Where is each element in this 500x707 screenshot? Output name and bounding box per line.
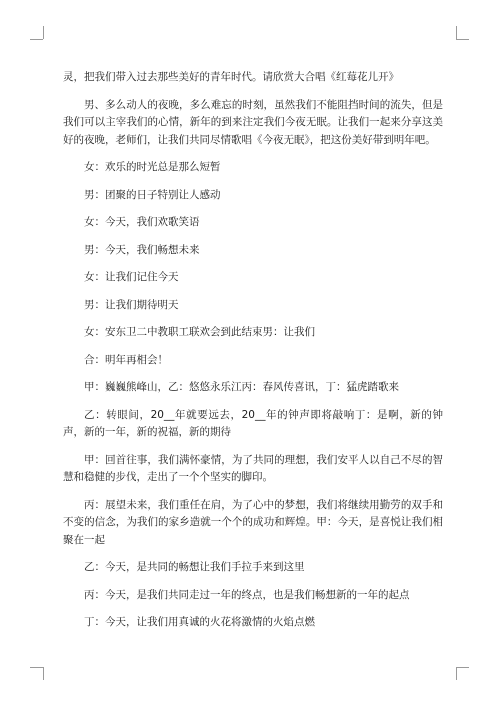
document-body <box>63 69 443 642</box>
paragraph: 丙：今天，是我们共同走过一年的终点，也是我们畅想新的一年的起点 <box>84 588 410 601</box>
paragraph: 丁：今天，让我们用真诚的火花将激情的火焰点燃 <box>84 616 315 628</box>
paragraph: 乙：今天，是共同的畅想让我们手拉手来到这里 <box>84 561 305 573</box>
paragraph: 男：团聚的日子特别让人感动 <box>84 188 221 201</box>
paragraph: 女：安东卫二中教职工联欢会到此结束男：让我们 <box>84 326 315 338</box>
paragraph: 乙：转眼间，20__年就要远去，20__年的钟声即将敲响丁：是啊，新的钟声，新的一年，新的祝福，新的期待 <box>63 408 443 438</box>
paragraph: 男：今天，我们畅想未来 <box>84 243 200 256</box>
paragraph: 男：让我们期待明天 <box>84 298 179 311</box>
paragraph: 灵，把我们带入过去那些美好的青年时代。请欣赏大合唱《红莓花儿开》 <box>63 71 399 83</box>
paragraph: 男、多么动人的夜晚，多么难忘的时刻，虽然我们不能阻挡时间的流失，但是我们可以主宰我们的心情，新年的到来注定我们今夜无眠。让我们一起来分享这美好的夜晚，老师们，让我们共同尽情歌唱《今夜无眠》，把这份美好带到明年吧。 <box>63 98 443 146</box>
paragraph: 甲：回首往事，我们满怀豪情，为了共同的理想，我们安平人以自己不尽的智慧和稳健的步伐，走出了一个个坚实的脚印。 <box>63 453 443 483</box>
paragraph: 女：今天，我们欢歌笑语 <box>84 216 200 228</box>
paragraph: 女：欢乐的时光总是那么短暂 <box>84 161 221 173</box>
paragraph: 甲：巍巍熊峰山，乙：悠悠永乐江丙：春风传喜讯，丁：猛虎踏歌来 <box>84 381 399 393</box>
paragraph: 合：明年再相会！ <box>84 353 168 366</box>
paragraph: 女：让我们记住今天 <box>84 271 179 283</box>
paragraph: 丙：展望未来，我们重任在肩，为了心中的梦想，我们将继续用勤劳的双手和不变的信念，为我们的家乡造就一个个的成功和辉煌。甲：今天，是喜悦让我们相聚在一起 <box>63 498 443 546</box>
